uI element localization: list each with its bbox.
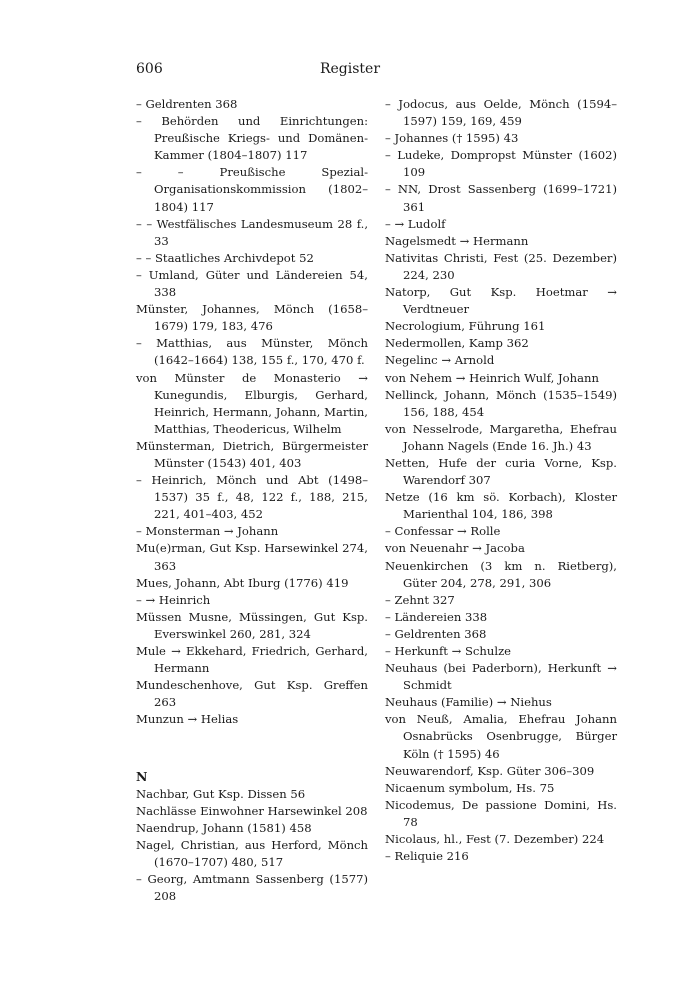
- index-entry: Nedermollen, Kamp 362: [385, 336, 529, 351]
- index-entry: Negelinc → Arnold: [385, 353, 495, 368]
- index-entry: Neuwarendorf, Ksp. Güter 306–309: [385, 763, 595, 778]
- section-letter-heading: N: [136, 769, 148, 785]
- index-entry: Naendrup, Johann (1581) 458: [136, 820, 312, 835]
- index-entry: Netze (16 km sö. Korbach), Kloster Marienthal 104, 186, 398: [385, 490, 617, 522]
- index-entry: Natorp, Gut Ksp. Hoetmar → Verdtneuer: [385, 285, 617, 317]
- index-entry: – Confessar → Rolle: [385, 524, 501, 539]
- index-entry: Nachlässe Einwohner Harsewinkel 208: [136, 803, 368, 818]
- index-entry: Münster, Johannes, Mönch (1658–1679) 179, 183, 476: [136, 302, 368, 334]
- index-entry: – Heinrich, Mönch und Abt (1498–1537) 35 f., 48, 122 f., 188, 215, 221, 401–403, 452: [136, 473, 368, 522]
- index-entry: Mule → Ekkehard, Friedrich, Gerhard, Hermann: [136, 644, 368, 676]
- index-entry: Neuhaus (Familie) → Niehus: [385, 695, 552, 710]
- index-entry: Munzun → Helias: [136, 712, 239, 727]
- index-entry: Neuhaus (bei Paderborn), Herkunft → Schmidt: [385, 661, 617, 693]
- index-entry: – Ludeke, Dompropst Münster (1602) 109: [385, 148, 617, 180]
- index-entry: Netten, Hufe der curia Vorne, Ksp. Warendorf 307: [385, 455, 617, 488]
- index-entry: Müssen Musne, Müssingen, Gut Ksp. Everswinkel 260, 281, 324: [136, 609, 368, 641]
- index-entry: – – Westfälisches Landesmuseum 28 f., 33: [136, 216, 368, 248]
- index-entry: – Ländereien 338: [385, 609, 488, 624]
- index-entry: Mundeschenhove, Gut Ksp. Greffen 263: [136, 678, 368, 710]
- index-entry: Mues, Johann, Abt Iburg (1776) 419: [136, 575, 349, 590]
- index-entry: – NN, Drost Sassenberg (1699–1721) 361: [385, 182, 617, 214]
- index-entry: Nicolaus, hl., Fest (7. Dezember) 224: [385, 832, 605, 847]
- index-entry: – Geldrenten 368: [385, 626, 487, 641]
- index-entry: – – Preußische Spezial-Organisationskommission (1802–1804) 117: [136, 165, 368, 214]
- index-entry: Nagelsmedt → Hermann: [385, 233, 529, 248]
- index-entry: von Münster de Monasterio → Kunegundis, Elburgis, Gerhard, Heinrich, Hermann, Johann, Martin, Matthias, Theodericus, Wilhelm: [136, 370, 368, 436]
- index-entry: – Zehnt 327: [385, 592, 455, 607]
- index-column-left: [136, 96, 368, 905]
- index-entry: Mu(e)rman, Gut Ksp. Harsewinkel 274, 363: [136, 541, 368, 573]
- index-entry: Necrologium, Führung 161: [385, 319, 546, 334]
- index-entry: Nachbar, Gut Ksp. Dissen 56: [136, 786, 306, 801]
- page-number: 606: [136, 61, 163, 77]
- index-entry: – Monsterman → Johann: [136, 524, 279, 539]
- index-entry: – Johannes († 1595) 43: [385, 131, 519, 146]
- index-entry: – Behörden und Einrichtungen: Preußische Kriegs- und Domänen-Kammer (1804–1807) 117: [136, 114, 368, 163]
- index-entry: – Reliquie 216: [385, 849, 469, 864]
- index-entry: Neuenkirchen (3 km n. Rietberg), Güter 204, 278, 291, 306: [385, 558, 617, 590]
- index-entry: – Herkunft → Schulze: [385, 644, 512, 658]
- index-entry: – Geldrenten 368: [136, 97, 238, 111]
- index-entry: Nicodemus, De passione Domini, Hs. 78: [385, 797, 617, 829]
- index-entry: Münsterman, Dietrich, Bürgermeister Münster (1543) 401, 403: [136, 438, 368, 470]
- index-entry: von Neuß, Amalia, Ehefrau Johann Osnabrücks Osenbrugge, Bürger Köln († 1595) 46: [385, 712, 617, 761]
- index-column-right: [385, 96, 617, 865]
- index-entry: – → Heinrich: [136, 592, 211, 607]
- index-entry: Nicaenum symbolum, Hs. 75: [385, 780, 555, 795]
- index-entry: Nagel, Christian, aus Herford, Mönch (1670–1707) 480, 517: [136, 837, 368, 869]
- index-entry: – Jodocus, aus Oelde, Mönch (1594–1597) 159, 169, 459: [385, 97, 617, 129]
- index-entry: – → Ludolf: [385, 216, 446, 231]
- index-entry: von Neuenahr → Jacoba: [385, 541, 525, 556]
- running-title: Register: [319, 61, 381, 77]
- index-entry: – Umland, Güter und Ländereien 54, 338: [136, 267, 368, 300]
- index-entry: Nativitas Christi, Fest (25. Dezember) 224, 230: [385, 250, 617, 282]
- index-entry: – Georg, Amtmann Sassenberg (1577) 208: [136, 872, 368, 904]
- index-entry: von Nesselrode, Margaretha, Ehefrau Johann Nagels (Ende 16. Jh.) 43: [385, 421, 617, 453]
- index-entry: von Nehem → Heinrich Wulf, Johann: [385, 370, 599, 385]
- index-entry: – Matthias, aus Münster, Mönch (1642–1664) 138, 155 f., 170, 470 f.: [136, 336, 368, 368]
- index-entry: – – Staatliches Archivdepot 52: [136, 250, 314, 265]
- index-entry: Nellinck, Johann, Mönch (1535–1549) 156, 188, 454: [385, 387, 617, 419]
